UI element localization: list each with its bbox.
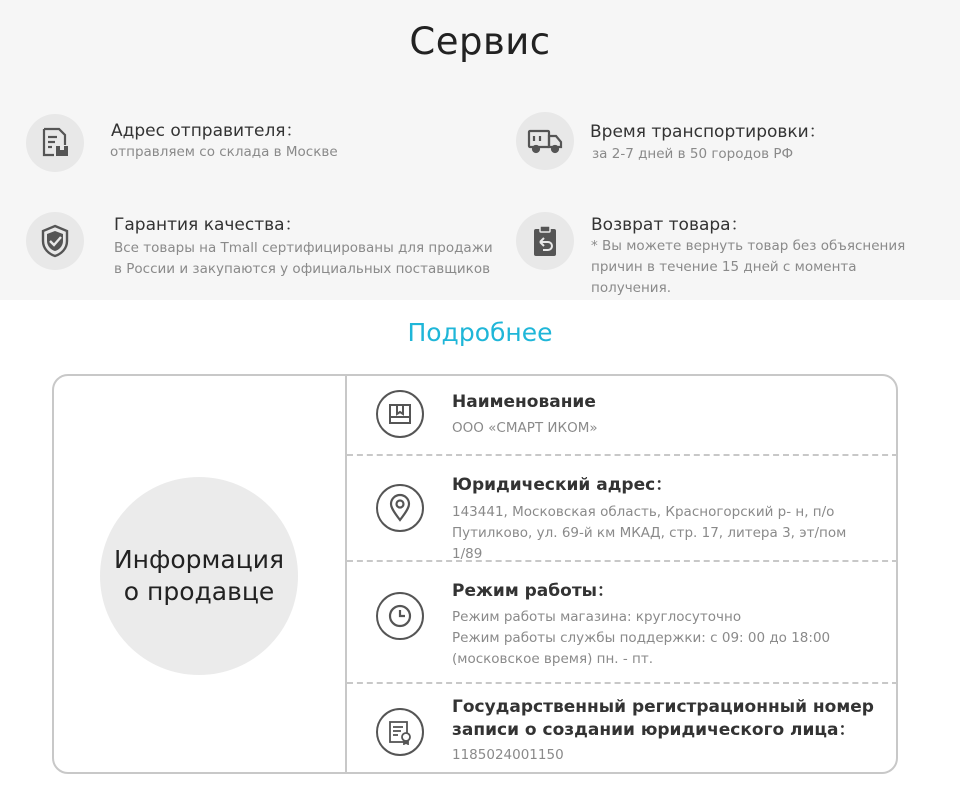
row-title: Режим работы： — [452, 581, 615, 601]
feature-product-return — [516, 208, 946, 296]
quality-shield-icon — [26, 212, 84, 270]
clock-icon — [376, 592, 424, 640]
row-desc: 1185024001150 — [452, 747, 564, 763]
row-title: Юридический адрес： — [452, 475, 673, 495]
row-title: Государственный регистрационный номер записи о создании юридического лица： — [452, 697, 874, 740]
location-pin-icon — [376, 484, 424, 532]
seller-row-legal-address — [347, 456, 898, 560]
feature-desc: за 2-7 дней в 50 городов РФ — [592, 146, 794, 162]
row-title: Наименование — [452, 392, 596, 412]
row-desc: 143441, Московская область, Красногорский р- н, п/о Путилково, ул. 69-й км МКАД, стр. 17, литера 3, эт/пом 1/89 — [452, 504, 847, 562]
feature-title: Гарантия качества： — [114, 215, 302, 235]
feature-title: Время транспортировки： — [590, 122, 826, 142]
feature-desc: отправляем со склада в Москве — [110, 144, 338, 160]
feature-title: Возврат товара： — [591, 215, 748, 235]
seller-row-working-hours — [347, 562, 898, 682]
feature-desc: Все товары на Tmall сертифицированы для продажи в России и закупаются у официальных поставщиков — [114, 240, 493, 277]
seller-row-name — [347, 376, 898, 454]
more-details-link[interactable]: Подробнее — [407, 318, 553, 347]
row-desc: ООО «СМАРТ ИКОМ» — [452, 420, 598, 436]
feature-sender-address — [26, 114, 476, 184]
feature-desc: * Вы можете вернуть товар без объяснения причин в течение 15 дней с момента получения. — [591, 238, 906, 296]
seller-info-heading: Информация о продавце — [113, 545, 285, 606]
seller-row-registration-number — [347, 684, 898, 774]
warehouse-document-icon — [26, 114, 84, 172]
certificate-icon — [376, 708, 424, 756]
row-desc: Режим работы магазина: круглосуточно Режим работы службы поддержки: с 09: 00 до 18:00 (московское время) пн. - пт. — [452, 609, 831, 667]
feature-delivery-time — [516, 112, 946, 182]
delivery-truck-icon — [516, 112, 574, 170]
service-title: Сервис — [409, 20, 551, 63]
feature-quality-guarantee — [26, 208, 506, 288]
building-icon — [376, 390, 424, 438]
seller-info-card — [52, 374, 898, 774]
feature-title: Адрес отправителя： — [111, 121, 303, 141]
service-section — [0, 0, 960, 300]
seller-info-badge — [100, 477, 298, 675]
return-clipboard-icon — [516, 212, 574, 270]
